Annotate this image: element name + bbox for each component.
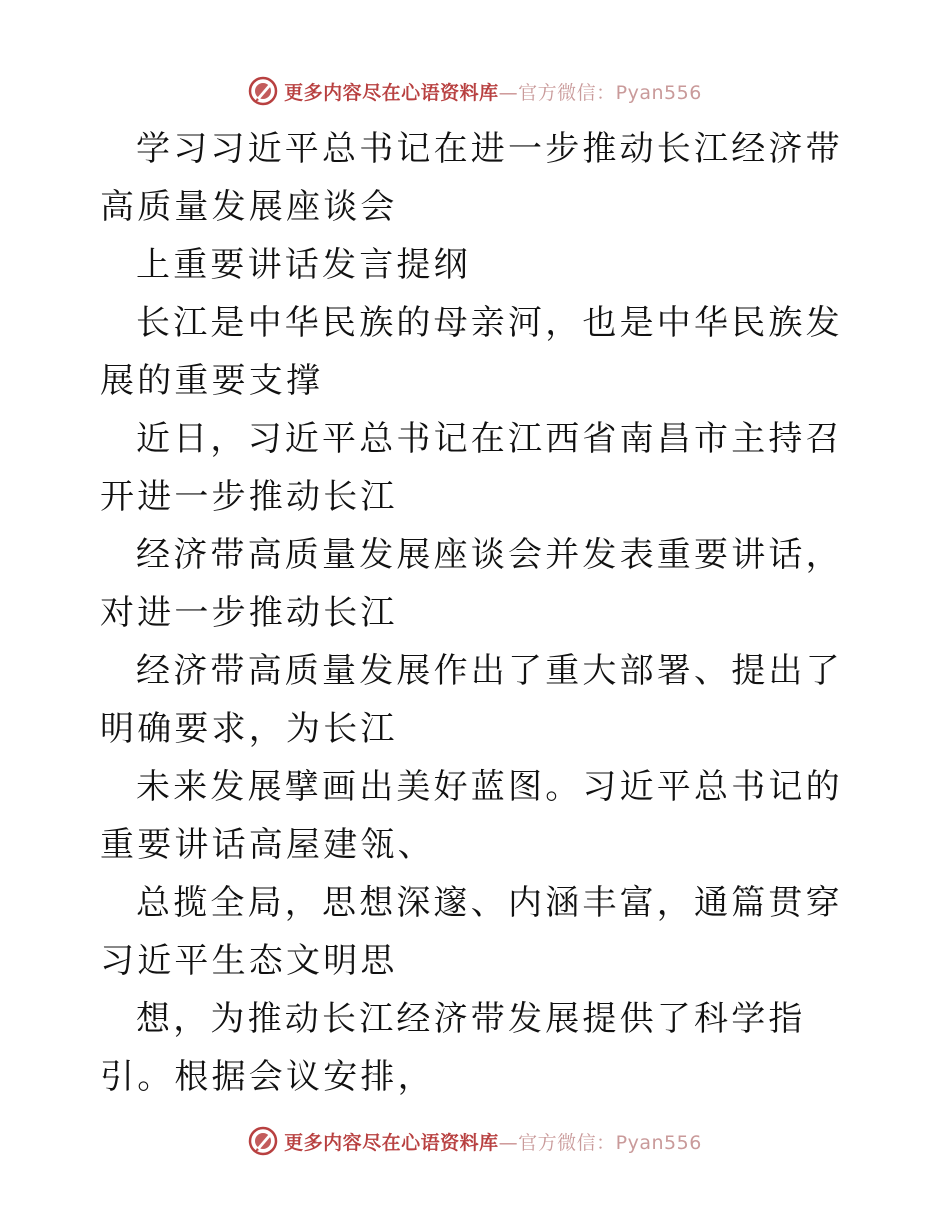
footer-wechat-text: 官方微信：Pyan556 xyxy=(518,1131,702,1154)
paragraph-6: 经济带高质量发展作出了重大部署、提出了明确要求，为长江 xyxy=(100,651,843,749)
header-separator: — xyxy=(498,81,519,104)
pen-logo-icon xyxy=(248,76,278,106)
header-banner-text xyxy=(284,78,702,105)
paragraph-5: 经济带高质量发展座谈会并发表重要讲话，对进一步推动长江 xyxy=(100,535,843,633)
paragraph-1: 学习习近平总书记在进一步推动长江经济带高质量发展座谈会 xyxy=(100,129,843,227)
paragraph-8: 总揽全局，思想深邃、内涵丰富，通篇贯穿习近平生态文明思 xyxy=(100,883,843,981)
paragraph-3: 长江是中华民族的母亲河，也是中华民族发展的重要支撑 xyxy=(100,303,843,401)
footer-banner-text xyxy=(284,1128,702,1155)
header-banner xyxy=(0,71,950,111)
footer-separator: — xyxy=(498,1131,519,1154)
paragraph-7: 未来发展擘画出美好蓝图。习近平总书记的重要讲话高屋建瓴、 xyxy=(100,767,843,865)
header-brand-text: 更多内容尽在心语资料库 xyxy=(284,81,499,104)
paragraph-4: 近日，习近平总书记在江西省南昌市主持召开进一步推动长江 xyxy=(100,419,843,517)
footer-banner xyxy=(0,1121,950,1161)
footer-brand-text: 更多内容尽在心语资料库 xyxy=(284,1131,499,1154)
header-wechat-text: 官方微信：Pyan556 xyxy=(518,81,702,104)
document-body xyxy=(100,120,860,1106)
pen-logo-icon xyxy=(248,1126,278,1156)
paragraph-9: 想，为推动长江经济带发展提供了科学指引。根据会议安排， xyxy=(100,999,806,1097)
paragraph-2: 上重要讲话发言提纲 xyxy=(136,245,471,285)
